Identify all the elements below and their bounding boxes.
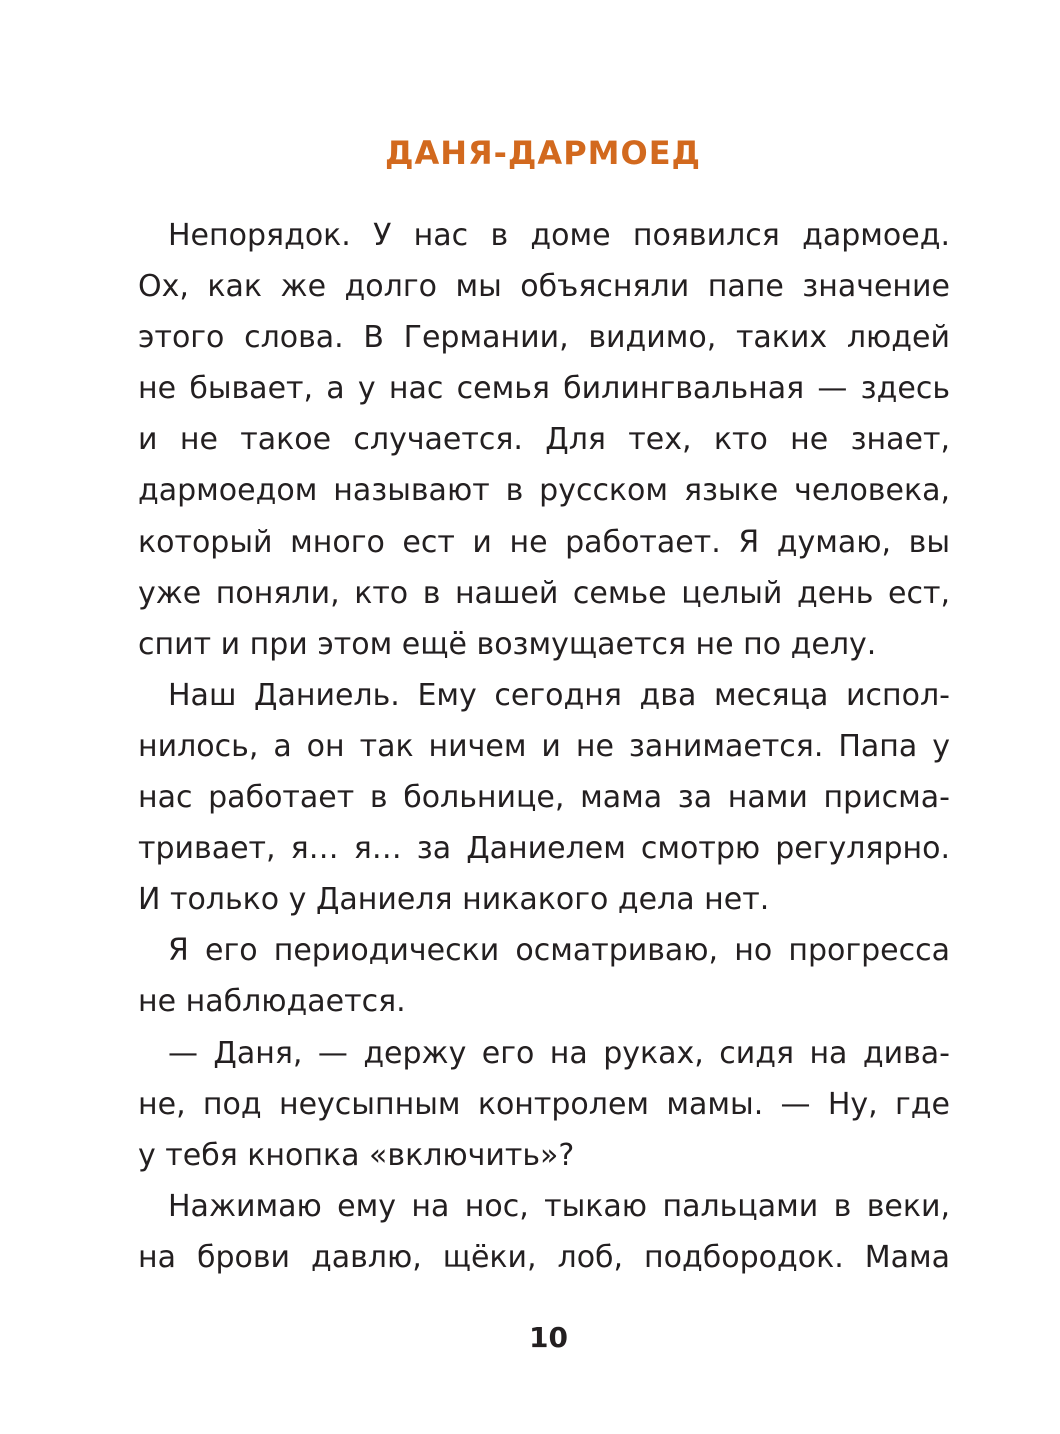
text-line: — Даня, — держу его на руках, сидя на дива- xyxy=(168,1035,950,1071)
text-line: тривает, я… я… за Даниелем смотрю регулярно. xyxy=(138,831,950,867)
text-line: дармоедом называют в русском языке человека, xyxy=(138,473,950,509)
text-line: Ох, как же долго мы объясняли папе значение xyxy=(138,269,950,305)
text-line: на брови давлю, щёки, лоб, подбородок. Мама xyxy=(138,1239,950,1275)
text-line: уже поняли, кто в нашей семье целый день ест, xyxy=(138,575,950,611)
text-line: не бывает, а у нас семья билингвальная — здесь xyxy=(138,371,950,407)
text-line: этого слова. В Германии, видимо, таких людей xyxy=(138,320,950,356)
chapter-title: ДАНЯ-ДАРМОЕД xyxy=(384,134,702,172)
text-line: нас работает в больнице, мама за нами присма- xyxy=(138,780,950,816)
body-text xyxy=(138,210,950,1283)
text-line: Непорядок. У нас в доме появился дармоед. xyxy=(168,218,950,253)
text-line: И только у Даниеля никакого дела нет. xyxy=(138,882,770,918)
text-line: и не такое случается. Для тех, кто не знает, xyxy=(138,422,950,458)
text-line: Я его периодически осматриваю, но прогресса xyxy=(168,933,950,969)
text-line: спит и при этом ещё возмущается не по делу. xyxy=(138,626,877,662)
text-line: не наблюдается. xyxy=(138,984,406,1020)
text-line: нилось, а он так ничем и не занимается. Папа у xyxy=(138,728,950,764)
text-line: не, под неусыпным контролем мамы. — Ну, где xyxy=(138,1086,950,1122)
text-line: который много ест и не работает. Я думаю, вы xyxy=(138,524,950,560)
text-line: Нажимаю ему на нос, тыкаю пальцами в веки, xyxy=(168,1188,950,1224)
text-line: у тебя кнопка «включить»? xyxy=(138,1137,575,1173)
page-number: 10 xyxy=(529,1321,568,1354)
text-line: Наш Даниель. Ему сегодня два месяца испол- xyxy=(168,677,950,713)
